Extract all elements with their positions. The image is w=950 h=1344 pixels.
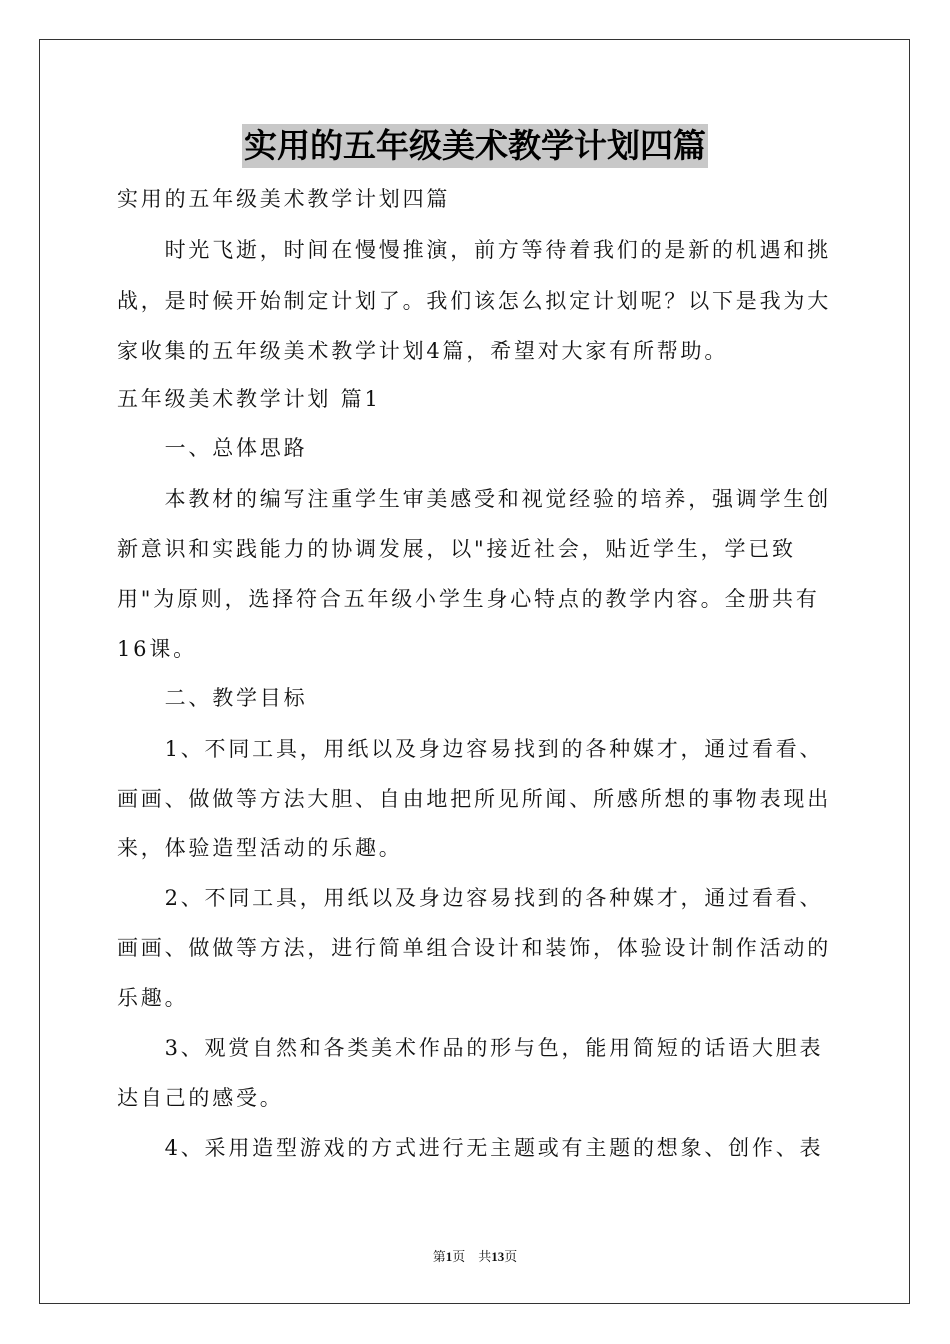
body-line: 3、观赏自然和各类美术作品的形与色，能用简短的话语大胆表 bbox=[117, 1036, 824, 1060]
body-line: 实用的五年级美术教学计划四篇 bbox=[117, 187, 451, 211]
body-line: 画画、做做等方法大胆、自由地把所见所闻、所感所想的事物表现出 bbox=[117, 787, 831, 811]
body-line: 本教材的编写注重学生审美感受和视觉经验的培养，强调学生创 bbox=[117, 487, 831, 511]
document-title: 实用的五年级美术教学计划四篇 bbox=[242, 124, 708, 168]
total-prefix: 共 bbox=[478, 1249, 492, 1264]
body-line: 时光飞逝，时间在慢慢推演，前方等待着我们的是新的机遇和挑 bbox=[117, 238, 831, 262]
body-line: 2、不同工具，用纸以及身边容易找到的各种媒才，通过看看、 bbox=[117, 886, 824, 910]
body-line: 16课。 bbox=[117, 637, 197, 661]
subheading: 二、教学目标 bbox=[117, 686, 308, 710]
body-line: 1、不同工具，用纸以及身边容易找到的各种媒才，通过看看、 bbox=[117, 737, 824, 761]
body-line: 来，体验造型活动的乐趣。 bbox=[117, 836, 403, 860]
page-prefix: 第 bbox=[432, 1249, 446, 1264]
body-line: 用"为原则，选择符合五年级小学生身心特点的教学内容。全册共有 bbox=[117, 587, 820, 611]
title-container bbox=[0, 124, 950, 168]
page-number: 1 bbox=[445, 1249, 453, 1264]
page-footer bbox=[0, 1248, 950, 1266]
total-pages: 13 bbox=[491, 1249, 505, 1264]
total-suffix: 页 bbox=[504, 1249, 518, 1264]
body-line: 乐趣。 bbox=[117, 986, 189, 1010]
page-suffix: 页 bbox=[452, 1249, 466, 1264]
section-heading: 五年级美术教学计划 篇1 bbox=[117, 387, 381, 411]
subheading: 一、总体思路 bbox=[117, 436, 308, 460]
body-line: 画画、做做等方法，进行简单组合设计和装饰，体验设计制作活动的 bbox=[117, 936, 831, 960]
page-border bbox=[39, 39, 910, 1304]
body-line: 达自己的感受。 bbox=[117, 1086, 284, 1110]
body-line: 家收集的五年级美术教学计划4篇，希望对大家有所帮助。 bbox=[117, 339, 729, 363]
body-line: 战，是时候开始制定计划了。我们该怎么拟定计划呢？以下是我为大 bbox=[117, 289, 831, 313]
body-line: 新意识和实践能力的协调发展，以"接近社会，贴近学生，学已致 bbox=[117, 537, 796, 561]
body-line: 4、采用造型游戏的方式进行无主题或有主题的想象、创作、表 bbox=[117, 1136, 824, 1160]
